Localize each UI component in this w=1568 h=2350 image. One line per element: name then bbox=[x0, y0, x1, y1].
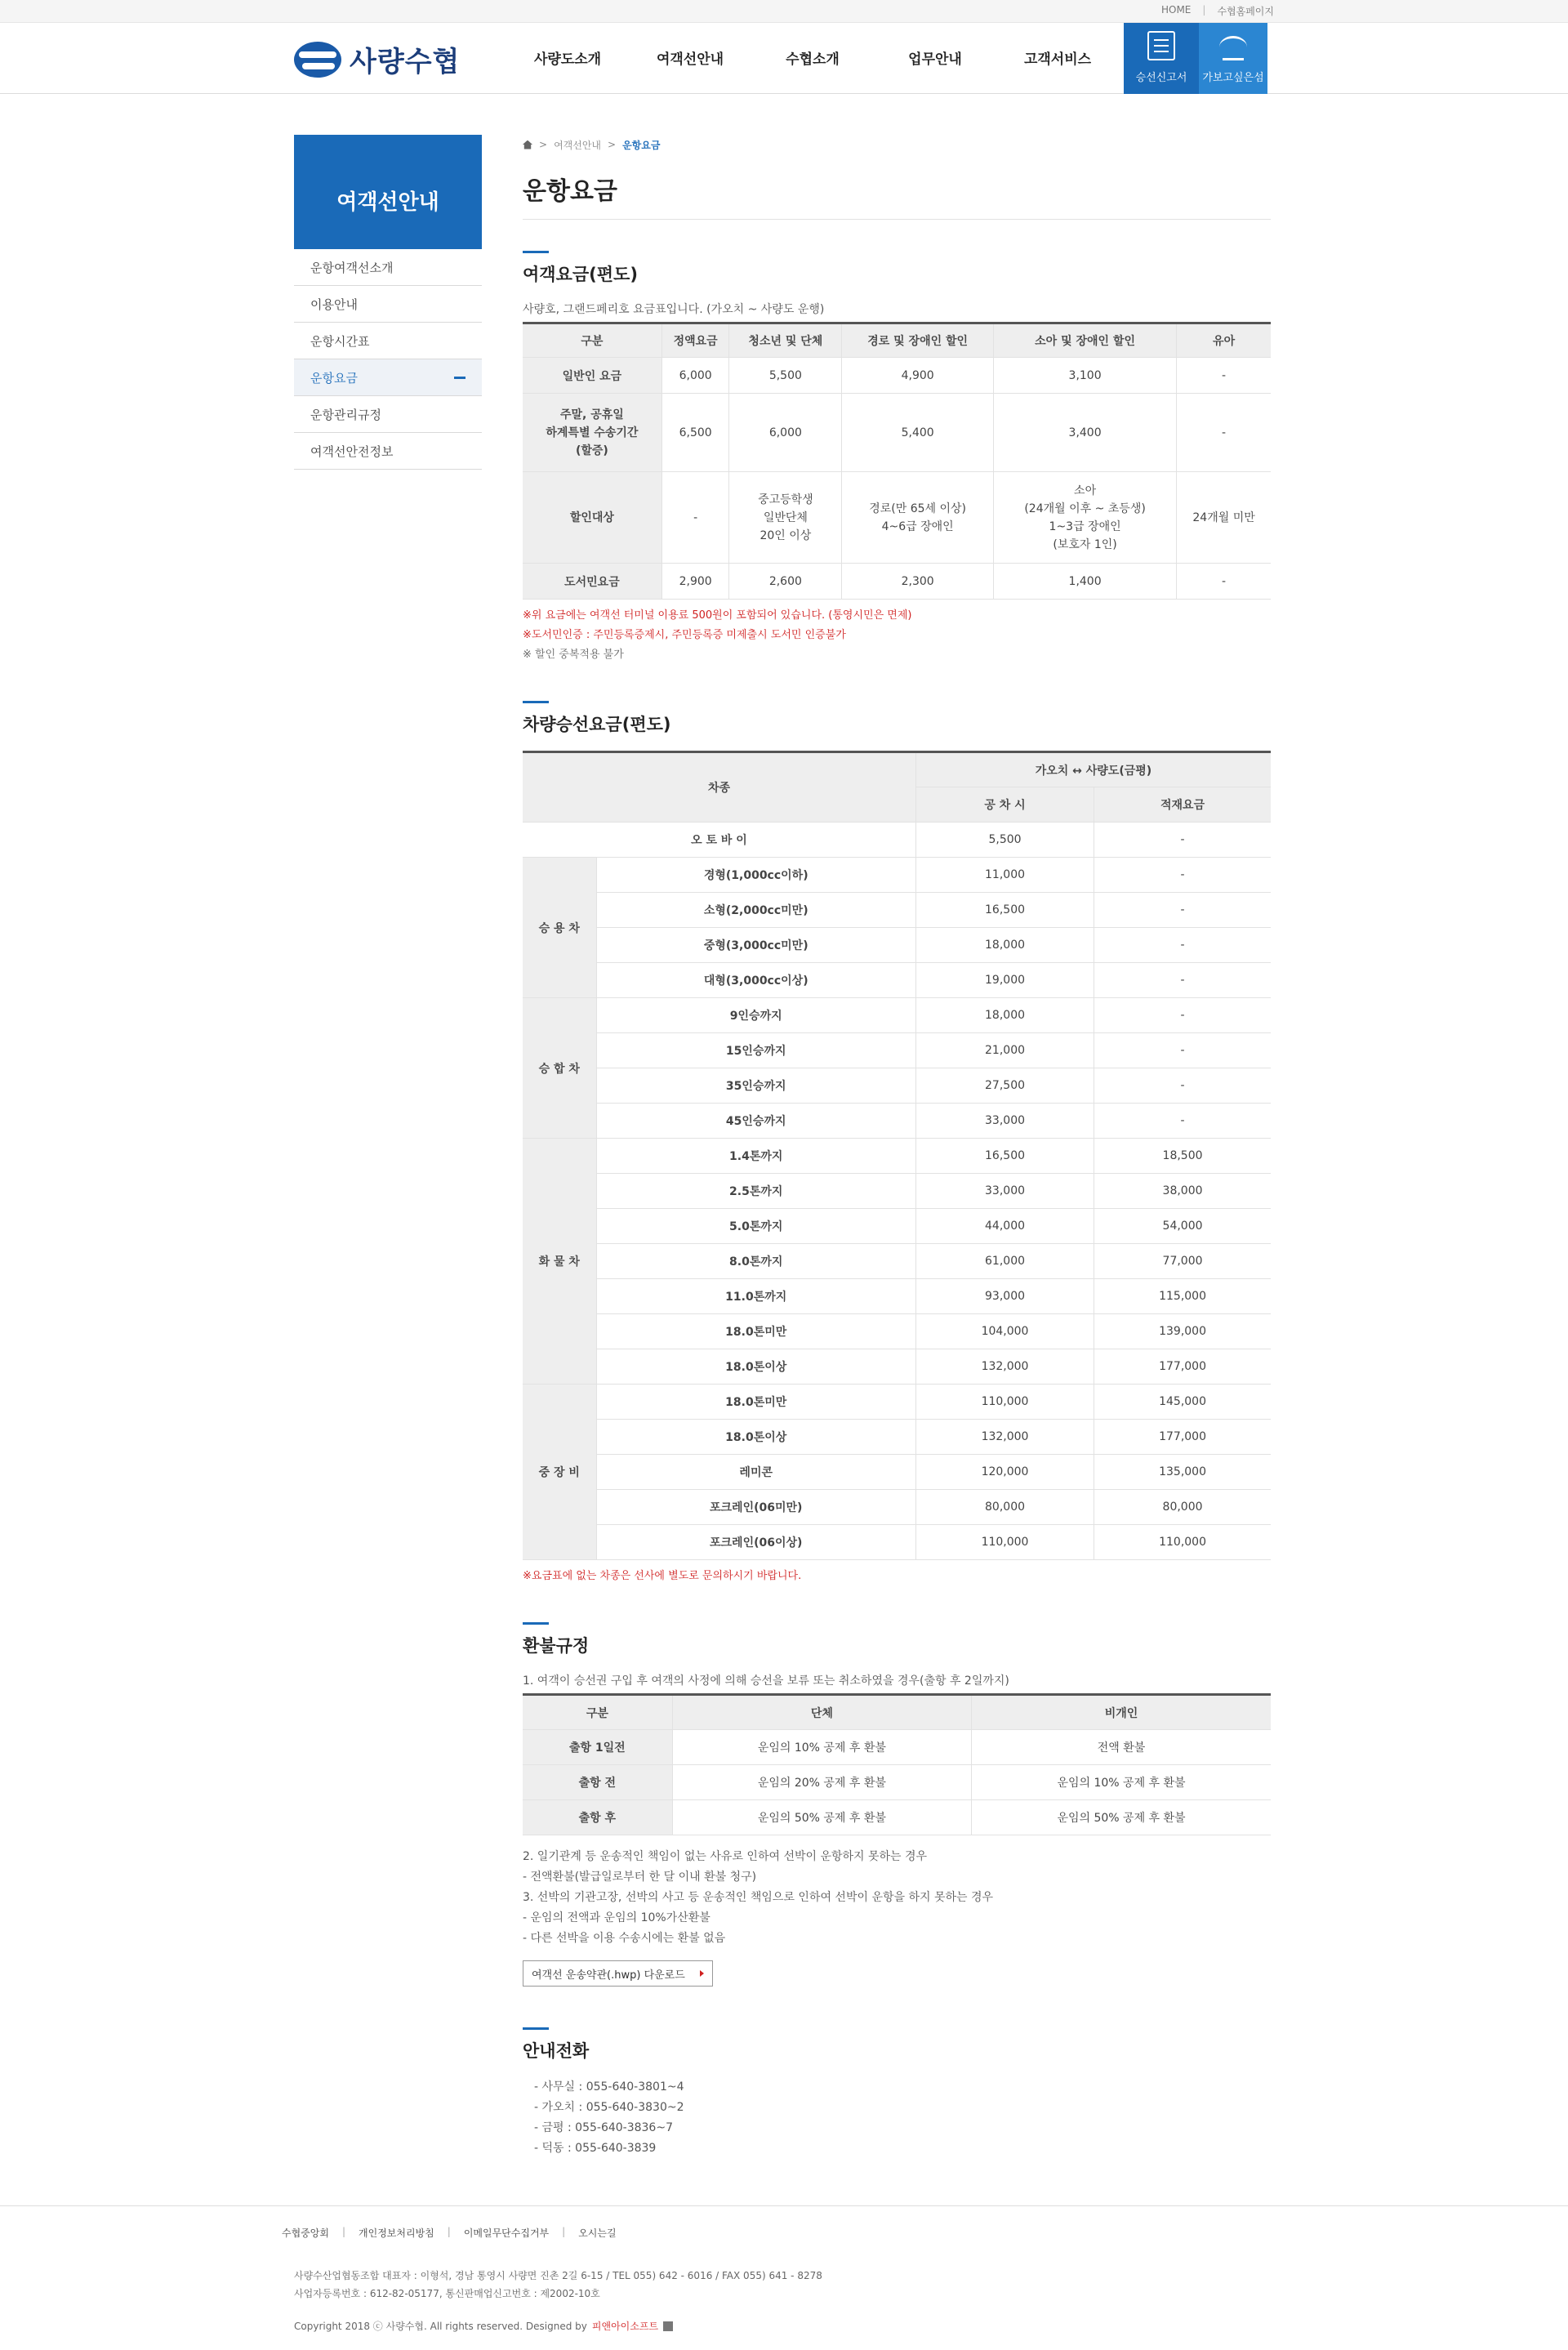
table-row bbox=[523, 472, 1271, 564]
table-cell: 16,500 bbox=[915, 893, 1094, 928]
table-row bbox=[523, 358, 1271, 394]
divider: | bbox=[562, 2226, 566, 2237]
table-header: 구분 bbox=[523, 323, 662, 358]
table-cell bbox=[993, 472, 1176, 564]
footer-info bbox=[294, 2267, 822, 2303]
table-row bbox=[523, 1033, 1271, 1068]
vehicle-name: 35인승까지 bbox=[596, 1068, 915, 1104]
breadcrumb-sep: > bbox=[608, 139, 617, 150]
table-row bbox=[523, 1385, 1271, 1420]
footer bbox=[0, 2205, 1568, 2350]
nav-item-about-island[interactable]: 사량도소개 bbox=[533, 51, 602, 68]
cell-line: 경로(만 65세 이상) bbox=[869, 502, 967, 515]
table-cell: - bbox=[662, 472, 729, 564]
table-cell: - bbox=[1094, 928, 1271, 963]
table-row bbox=[523, 893, 1271, 928]
sidebar-title: 여객선안내 bbox=[294, 135, 482, 249]
table-cell: 18,500 bbox=[1094, 1139, 1271, 1174]
sidebar-item-fares[interactable] bbox=[294, 359, 482, 396]
breadcrumb-sep: > bbox=[539, 139, 548, 150]
breadcrumb-current: 운항요금 bbox=[622, 139, 661, 151]
table-cell: 120,000 bbox=[915, 1455, 1094, 1490]
sidebar-item-label: 여객선안전정보 bbox=[310, 444, 394, 459]
row-label-line: 하계특별 수송기간 bbox=[546, 426, 639, 439]
refund-rule: - 운임의 전액과 운임의 10%가산환불 bbox=[523, 1911, 710, 1924]
table-cell: 18,000 bbox=[915, 928, 1094, 963]
table-cell: - bbox=[1177, 394, 1271, 472]
divider: | bbox=[341, 2226, 346, 2237]
table-cell: 115,000 bbox=[1094, 1279, 1271, 1314]
row-label bbox=[523, 394, 662, 472]
table-cell: - bbox=[1177, 564, 1271, 600]
vehicle-name: 경형(1,000cc이하) bbox=[596, 858, 915, 893]
vehicle-name: 1.4톤까지 bbox=[596, 1139, 915, 1174]
fare-section-title: 여객요금(편도) bbox=[523, 265, 638, 284]
logo-mark-icon bbox=[294, 42, 341, 78]
fare-note: ※ 할인 중복적용 불가 bbox=[523, 649, 624, 661]
refund-rule: - 다른 선박을 이용 수송시에는 환불 없음 bbox=[523, 1932, 726, 1945]
minus-icon bbox=[454, 377, 466, 379]
table-cell: - bbox=[1094, 963, 1271, 998]
cell-line: (24개월 이후 ~ 초등생) bbox=[1024, 502, 1146, 515]
breadcrumb bbox=[523, 135, 1271, 154]
table-cell: - bbox=[1094, 998, 1271, 1033]
table-cell: 104,000 bbox=[915, 1314, 1094, 1349]
table-header: 구분 bbox=[523, 1695, 672, 1730]
row-label: 출항 후 bbox=[523, 1800, 672, 1835]
refund-rule: - 전액환불(발급일로부터 한 달 이내 환불 청구) bbox=[523, 1871, 757, 1884]
vehicle-name: 18.0톤미만 bbox=[596, 1385, 915, 1420]
vehicle-fare-table bbox=[523, 751, 1271, 1560]
row-label-line: 주말, 공휴일 bbox=[560, 408, 624, 421]
table-row bbox=[523, 1730, 1271, 1765]
vehicle-name: 18.0톤이상 bbox=[596, 1420, 915, 1455]
table-cell: 110,000 bbox=[915, 1525, 1094, 1560]
table-cell: 2,900 bbox=[662, 564, 729, 600]
fare-note: ※위 요금에는 여객선 터미널 이용료 500원이 포함되어 있습니다. (통영시민은 면제) bbox=[523, 609, 912, 622]
table-cell: - bbox=[1094, 893, 1271, 928]
suhyup-home-link[interactable]: 수협홈페이지 bbox=[1217, 6, 1274, 17]
table-row bbox=[523, 823, 1271, 858]
contact-item: - 덕동 : 055-640-3839 bbox=[534, 2142, 657, 2155]
table-row bbox=[523, 1314, 1271, 1349]
logo-text: 사량수협 bbox=[350, 46, 461, 78]
logo[interactable] bbox=[294, 39, 460, 79]
table-row bbox=[523, 1525, 1271, 1560]
sidebar-item-label: 이용안내 bbox=[310, 297, 358, 312]
download-label: 여객선 운송약관(.hwp) 다운로드 bbox=[532, 1969, 685, 1982]
table-cell: 1,400 bbox=[993, 564, 1176, 600]
row-label: 출항 1일전 bbox=[523, 1730, 672, 1765]
table-cell: 80,000 bbox=[915, 1490, 1094, 1525]
footer-link[interactable]: 수협중앙회 bbox=[282, 2227, 329, 2239]
table-cell: 5,400 bbox=[842, 394, 994, 472]
footer-links bbox=[282, 2226, 617, 2240]
sidebar-item-label: 운항시간표 bbox=[310, 333, 370, 349]
vehicle-section-title: 차량승선요금(편도) bbox=[523, 715, 671, 734]
main-nav bbox=[506, 47, 1119, 68]
table-header: 유아 bbox=[1177, 323, 1271, 358]
vehicle-name: 45인승까지 bbox=[596, 1104, 915, 1139]
table-cell: 177,000 bbox=[1094, 1420, 1271, 1455]
table-cell: 전액 환불 bbox=[972, 1730, 1271, 1765]
table-header: 정액요금 bbox=[662, 323, 729, 358]
table-cell: - bbox=[1094, 1033, 1271, 1068]
table-row bbox=[523, 1455, 1271, 1490]
cell-line: 중고등학생 bbox=[758, 493, 813, 506]
vehicle-name: 18.0톤이상 bbox=[596, 1349, 915, 1385]
table-cell: 2,300 bbox=[842, 564, 994, 600]
table-header: 차종 bbox=[523, 752, 915, 823]
table-cell: 11,000 bbox=[915, 858, 1094, 893]
table-cell: 5,500 bbox=[729, 358, 842, 394]
refund-description: 1. 여객이 승선권 구입 후 여객의 사정에 의해 승선을 보류 또는 취소하였을 경우(출항 후 2일까지) bbox=[523, 1674, 1009, 1688]
table-row bbox=[523, 1209, 1271, 1244]
nav-item-about-suhyup[interactable]: 수협소개 bbox=[786, 51, 840, 68]
table-cell: 61,000 bbox=[915, 1244, 1094, 1279]
vehicle-name: 소형(2,000cc미만) bbox=[596, 893, 915, 928]
cell-line: 4~6급 장애인 bbox=[881, 519, 954, 533]
row-label: 출항 전 bbox=[523, 1765, 672, 1800]
vehicle-note: ※요금표에 없는 차종은 선사에 별도로 문의하시기 바랍니다. bbox=[523, 1570, 802, 1582]
island-tour-button[interactable] bbox=[1199, 23, 1267, 94]
table-row bbox=[523, 1068, 1271, 1104]
contact-section-title: 안내전화 bbox=[523, 2041, 590, 2061]
cell-line: 소아 bbox=[1074, 484, 1097, 497]
footer-info-line: 사량수산업협동조합 대표자 : 이형석, 경남 통영시 사량면 진촌 2길 6-15 / TEL 055) 642 - 6016 / FAX 055) 641 - 8278 bbox=[294, 2270, 822, 2281]
cell-line: (보호자 1인) bbox=[1053, 537, 1117, 551]
designer-link[interactable]: 피앤아이소프트 bbox=[591, 2321, 659, 2332]
cell-line: 일반단체 bbox=[763, 511, 808, 524]
vehicle-name: 레미콘 bbox=[596, 1455, 915, 1490]
fare-description: 사량호, 그랜드페리호 요금표입니다. (가오치 ~ 사량도 운행) bbox=[523, 303, 825, 316]
table-cell: 110,000 bbox=[915, 1385, 1094, 1420]
vehicle-name: 중형(3,000cc미만) bbox=[596, 928, 915, 963]
row-label: 할인대상 bbox=[523, 472, 662, 564]
footer-link[interactable]: 오시는길 bbox=[578, 2227, 617, 2239]
table-cell: 운임의 20% 공제 후 환불 bbox=[672, 1765, 971, 1800]
wave-icon bbox=[1219, 31, 1247, 60]
vehicle-name: 대형(3,000cc이상) bbox=[596, 963, 915, 998]
vehicle-table-body bbox=[523, 823, 1271, 1560]
breadcrumb-item[interactable]: 여객선안내 bbox=[554, 139, 602, 151]
copyright-text: Copyright 2018 ⓒ 사량수협. All rights reserved. Designed by bbox=[294, 2321, 587, 2332]
table-cell: 139,000 bbox=[1094, 1314, 1271, 1349]
vehicle-group: 화 물 차 bbox=[523, 1139, 596, 1385]
row-label-line: (할증) bbox=[575, 444, 608, 457]
table-header: 단체 bbox=[672, 1695, 971, 1730]
nav-item-business[interactable]: 업무안내 bbox=[908, 51, 962, 68]
table-cell: 2,600 bbox=[729, 564, 842, 600]
sidebar-item-label: 운항관리규정 bbox=[310, 407, 381, 422]
utility-bar bbox=[0, 0, 1568, 23]
table-cell: 19,000 bbox=[915, 963, 1094, 998]
table-row bbox=[523, 1420, 1271, 1455]
table-cell: 54,000 bbox=[1094, 1209, 1271, 1244]
table-cell: - bbox=[1094, 1068, 1271, 1104]
home-link[interactable]: HOME bbox=[1160, 4, 1192, 16]
divider: | bbox=[1202, 4, 1206, 16]
table-cell: 운임의 10% 공제 후 환불 bbox=[672, 1730, 971, 1765]
vehicle-group: 승 용 차 bbox=[523, 858, 596, 998]
table-cell: 운임의 10% 공제 후 환불 bbox=[972, 1765, 1271, 1800]
download-terms-button[interactable] bbox=[523, 1960, 713, 1987]
table-cell: 145,000 bbox=[1094, 1385, 1271, 1420]
sidebar-item-regulations[interactable] bbox=[294, 396, 482, 433]
vehicle-name: 18.0톤미만 bbox=[596, 1314, 915, 1349]
section-bar bbox=[523, 251, 549, 253]
sidebar-item-timetable[interactable] bbox=[294, 323, 482, 359]
table-cell: 6,000 bbox=[662, 358, 729, 394]
arrow-right-icon bbox=[700, 1970, 704, 1977]
table-cell: 21,000 bbox=[915, 1033, 1094, 1068]
vehicle-group: 중 장 비 bbox=[523, 1385, 596, 1560]
table-cell: - bbox=[1094, 1104, 1271, 1139]
table-row bbox=[523, 1765, 1271, 1800]
sidebar-item-guide[interactable] bbox=[294, 286, 482, 323]
refund-rule: 2. 일기관계 등 운송적인 책임이 없는 사유로 인하여 선박이 운항하지 못하는 경우 bbox=[523, 1850, 928, 1863]
table-row bbox=[523, 564, 1271, 600]
sidebar bbox=[294, 135, 482, 470]
table-cell: 3,100 bbox=[993, 358, 1176, 394]
contact-list bbox=[523, 2077, 1271, 2159]
footer-link[interactable]: 개인정보처리방침 bbox=[359, 2227, 434, 2239]
vehicle-name: 8.0톤까지 bbox=[596, 1244, 915, 1279]
main-content bbox=[523, 135, 1271, 2159]
table-cell: - bbox=[1177, 358, 1271, 394]
vehicle-name: 5.0톤까지 bbox=[596, 1209, 915, 1244]
header bbox=[0, 23, 1568, 94]
table-cell: 6,000 bbox=[729, 394, 842, 472]
cell-line: 1~3급 장애인 bbox=[1049, 519, 1121, 533]
nav-item-customer[interactable]: 고객서비스 bbox=[1023, 51, 1092, 68]
refund-rule: 3. 선박의 기관고장, 선박의 사고 등 운송적인 책임으로 인하여 선박이 운항을 하지 못하는 경우 bbox=[523, 1891, 994, 1904]
table-row bbox=[523, 1244, 1271, 1279]
table-header: 적재요금 bbox=[1094, 787, 1271, 823]
contact-item: - 가오치 : 055-640-3830~2 bbox=[534, 2101, 684, 2114]
divider: | bbox=[447, 2226, 451, 2237]
quick-menu bbox=[1124, 23, 1267, 94]
vehicle-name: 포크레인(06이상) bbox=[596, 1525, 915, 1560]
section-bar bbox=[523, 1622, 549, 1625]
table-row bbox=[523, 1104, 1271, 1139]
table-header: 비개인 bbox=[972, 1695, 1271, 1730]
table-row bbox=[523, 1349, 1271, 1385]
table-row bbox=[523, 1279, 1271, 1314]
row-label: 일반인 요금 bbox=[523, 358, 662, 394]
island-tour-label: 가보고싶은섬 bbox=[1202, 72, 1264, 84]
passenger-fare-table bbox=[523, 322, 1271, 600]
badge-icon bbox=[663, 2321, 673, 2331]
table-cell: 24개월 미만 bbox=[1177, 472, 1271, 564]
document-icon bbox=[1147, 31, 1175, 60]
table-row bbox=[523, 998, 1271, 1033]
section-bar bbox=[523, 701, 549, 703]
table-cell: 33,000 bbox=[915, 1104, 1094, 1139]
copyright bbox=[294, 2319, 673, 2333]
table-cell: 110,000 bbox=[1094, 1525, 1271, 1560]
table-cell: 132,000 bbox=[915, 1349, 1094, 1385]
nav-item-ferry-info[interactable]: 여객선안내 bbox=[656, 51, 724, 68]
table-cell: 3,400 bbox=[993, 394, 1176, 472]
fare-notes bbox=[523, 606, 1271, 665]
refund-rules bbox=[523, 1847, 1271, 1949]
table-cell: 운임의 50% 공제 후 환불 bbox=[672, 1800, 971, 1835]
contact-item: - 사무실 : 055-640-3801~4 bbox=[534, 2080, 684, 2094]
section-bar bbox=[523, 2027, 549, 2030]
sidebar-item-safety[interactable] bbox=[294, 433, 482, 470]
table-cell: 4,900 bbox=[842, 358, 994, 394]
vehicle-group: 승 합 차 bbox=[523, 998, 596, 1139]
table-row bbox=[523, 928, 1271, 963]
table-cell: 27,500 bbox=[915, 1068, 1094, 1104]
contact-item: - 금평 : 055-640-3836~7 bbox=[534, 2121, 673, 2134]
table-cell: 132,000 bbox=[915, 1420, 1094, 1455]
boarding-report-label: 승선신고서 bbox=[1135, 72, 1187, 84]
table-row bbox=[523, 1139, 1271, 1174]
vehicle-name: 포크레인(06미만) bbox=[596, 1490, 915, 1525]
refund-section-title: 환불규정 bbox=[523, 1636, 590, 1656]
fare-note: ※도서민인증 : 주민등록증제시, 주민등록증 미제출시 도서민 인증불가 bbox=[523, 629, 846, 641]
footer-info-line: 사업자등록번호 : 612-82-05177, 통신판매업신고번호 : 제2002-10호 bbox=[294, 2288, 600, 2299]
table-header: 가오치 ↔ 사량도(금평) bbox=[915, 752, 1271, 787]
home-icon[interactable] bbox=[523, 140, 532, 149]
vehicle-name: 11.0톤까지 bbox=[596, 1279, 915, 1314]
vehicle-name: 2.5톤까지 bbox=[596, 1174, 915, 1209]
vehicle-name: 9인승까지 bbox=[596, 998, 915, 1033]
table-cell: 16,500 bbox=[915, 1139, 1094, 1174]
table-cell: 44,000 bbox=[915, 1209, 1094, 1244]
row-label: 도서민요금 bbox=[523, 564, 662, 600]
cell-line: 20인 이상 bbox=[760, 528, 812, 542]
table-cell: 135,000 bbox=[1094, 1455, 1271, 1490]
vehicle-name: 15인승까지 bbox=[596, 1033, 915, 1068]
vehicle-name: 오 토 바 이 bbox=[523, 823, 915, 858]
table-cell: - bbox=[1094, 823, 1271, 858]
table-cell: 운임의 50% 공제 후 환불 bbox=[972, 1800, 1271, 1835]
page-title: 운항요금 bbox=[523, 171, 1271, 220]
utility-links bbox=[1161, 4, 1274, 18]
boarding-report-button[interactable] bbox=[1124, 23, 1199, 94]
sidebar-item-vessels[interactable] bbox=[294, 249, 482, 286]
table-header: 청소년 및 단체 bbox=[729, 323, 842, 358]
table-row bbox=[523, 963, 1271, 998]
sidebar-item-label: 운항여객선소개 bbox=[310, 260, 394, 275]
table-cell: 5,500 bbox=[915, 823, 1094, 858]
footer-link[interactable]: 이메일무단수집거부 bbox=[463, 2227, 550, 2239]
table-cell: 6,500 bbox=[662, 394, 729, 472]
table-cell bbox=[729, 472, 842, 564]
table-row bbox=[523, 858, 1271, 893]
table-cell: - bbox=[1094, 858, 1271, 893]
table-cell: 18,000 bbox=[915, 998, 1094, 1033]
sidebar-item-label: 운항요금 bbox=[310, 370, 358, 386]
table-header: 경로 및 장애인 할인 bbox=[842, 323, 994, 358]
table-header: 소아 및 장애인 할인 bbox=[993, 323, 1176, 358]
table-cell bbox=[842, 472, 994, 564]
table-cell: 77,000 bbox=[1094, 1244, 1271, 1279]
table-header: 공 차 시 bbox=[915, 787, 1094, 823]
table-row bbox=[523, 1490, 1271, 1525]
table-cell: 93,000 bbox=[915, 1279, 1094, 1314]
table-row bbox=[523, 394, 1271, 472]
table-row bbox=[523, 1174, 1271, 1209]
table-cell: 38,000 bbox=[1094, 1174, 1271, 1209]
table-cell: 33,000 bbox=[915, 1174, 1094, 1209]
table-row bbox=[523, 1800, 1271, 1835]
refund-table bbox=[523, 1693, 1271, 1835]
table-cell: 177,000 bbox=[1094, 1349, 1271, 1385]
table-cell: 80,000 bbox=[1094, 1490, 1271, 1525]
